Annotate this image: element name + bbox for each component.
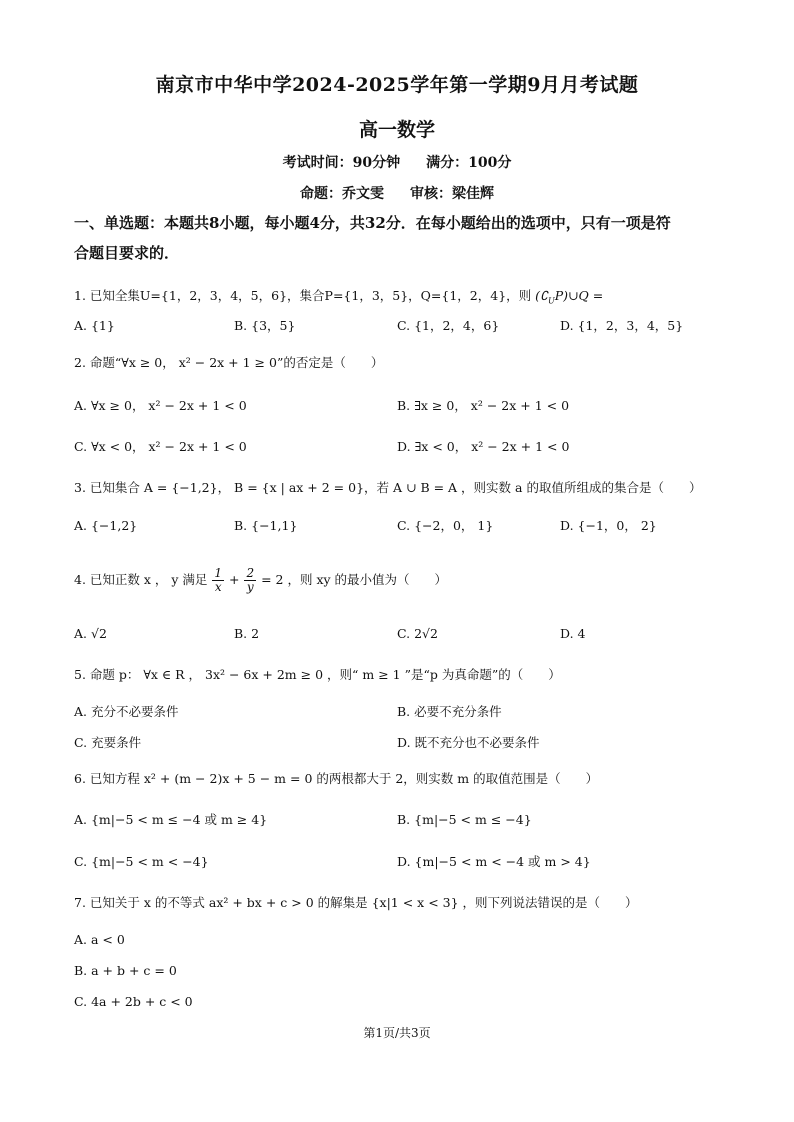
question-6-stem: 6. 已知方程 x² + (m − 2)x + 5 − m = 0 的两根都大于 2，则实数 m 的取值范围是（ ） xyxy=(74,771,599,786)
question-3-option-b: B. {−1,1} xyxy=(234,518,298,533)
question-5-option-a: A. 充分不必要条件 xyxy=(74,704,179,719)
fraction-one-over-x: $\frac{1}{x}$ xyxy=(214,566,223,594)
fraction-two-over-y: $\frac{2}{y}$ xyxy=(246,566,255,594)
question-4-stem-b: = 2 ，则 xy 的最小值为（ ） xyxy=(261,572,448,587)
question-1-option-b: B. {3，5} xyxy=(234,318,296,333)
question-2-option-d: D. ∃x < 0， x² − 2x + 1 < 0 xyxy=(397,439,570,454)
question-2-option-a: A. ∀x ≥ 0， x² − 2x + 1 < 0 xyxy=(74,398,247,413)
question-1-math: $(∁_UP)\cup Q$ = xyxy=(535,288,604,306)
exam-title: 南京市中华中学2024-2025学年第一学期9月月考试题 xyxy=(155,74,639,96)
question-4-stem-a: 4. 已知正数 x ， y 满足 xyxy=(74,572,208,587)
question-6-option-c: C. {m|−5 < m < −4} xyxy=(74,854,209,869)
question-6-option-d: D. {m|−5 < m < −4 或 m > 4} xyxy=(397,854,591,869)
question-6-option-b: B. {m|−5 < m ≤ −4} xyxy=(397,812,532,827)
question-4-option-c: C. 2√2 xyxy=(397,626,438,641)
question-1-stem: 1. 已知全集U={1，2，3，4，5，6}，集合P={1，3，5}，Q={1，2，4}，则 xyxy=(74,288,532,303)
question-3-option-d: D. {−1，0， 2} xyxy=(560,518,657,533)
question-7-option-a: A. a < 0 xyxy=(74,932,125,947)
exam-duration: 考试时间：90分钟 xyxy=(282,155,401,171)
author-setter: 命题：乔文雯 xyxy=(300,186,384,202)
author-reviewer: 审核：梁佳辉 xyxy=(410,186,494,202)
question-7-option-c: C. 4a + 2b + c < 0 xyxy=(74,994,193,1009)
question-3-option-a: A. {−1,2} xyxy=(74,518,138,533)
question-1 xyxy=(74,287,734,311)
question-4-option-d: D. 4 xyxy=(560,626,586,641)
exam-info xyxy=(0,152,794,172)
exam-full-score: 满分：100分 xyxy=(426,155,512,171)
question-6-option-a: A. {m|−5 < m ≤ −4 或 m ≥ 4} xyxy=(74,812,268,827)
question-7-option-b: B. a + b + c = 0 xyxy=(74,963,177,978)
question-2-option-c: C. ∀x < 0， x² − 2x + 1 < 0 xyxy=(74,439,247,454)
question-3-option-c: C. {−2，0， 1} xyxy=(397,518,494,533)
page-footer: 第1页/共3页 xyxy=(363,1026,431,1040)
question-3-stem: 3. 已知集合 A = {−1,2}， B = {x | ax + 2 = 0}，若 A ∪ B = A ，则实数 a 的取值所组成的集合是（ ） xyxy=(74,480,702,495)
subject-title: 高一数学 xyxy=(358,119,435,141)
question-1-option-c: C. {1，2，4，6} xyxy=(397,318,500,333)
question-2-stem: 2. 命题“∀x ≥ 0， x² − 2x + 1 ≥ 0”的否定是（ ） xyxy=(74,355,384,370)
section-heading-line1: 一、单选题：本题共8小题，每小题4分，共32分．在每小题给出的选项中，只有一项是符 xyxy=(74,214,671,232)
question-2-option-b: B. ∃x ≥ 0， x² − 2x + 1 < 0 xyxy=(397,398,570,413)
question-5-stem: 5. 命题 p： ∀x ∈ R ， 3x² − 6x + 2m ≥ 0 ，则“ m ≥ 1 ”是“p 为真命题”的（ ） xyxy=(74,667,561,682)
question-1-option-a: A. {1} xyxy=(74,318,115,333)
question-5-option-d: D. 既不充分也不必要条件 xyxy=(397,735,540,750)
section-heading xyxy=(74,208,734,268)
question-4-option-b: B. 2 xyxy=(234,626,260,641)
question-1-option-d: D. {1，2，3，4，5} xyxy=(560,318,684,333)
section-heading-line2: 合题目要求的． xyxy=(74,244,180,262)
question-4 xyxy=(74,567,734,594)
question-7-stem: 7. 已知关于 x 的不等式 ax² + bx + c > 0 的解集是 {x|1 < x < 3} ，则下列说法错误的是（ ） xyxy=(74,895,638,910)
question-5-option-b: B. 必要不充分条件 xyxy=(397,704,502,719)
exam-authors xyxy=(0,183,794,203)
question-5-option-c: C. 充要条件 xyxy=(74,735,142,750)
plus-sign: + xyxy=(229,572,240,587)
question-4-option-a: A. √2 xyxy=(74,626,107,641)
